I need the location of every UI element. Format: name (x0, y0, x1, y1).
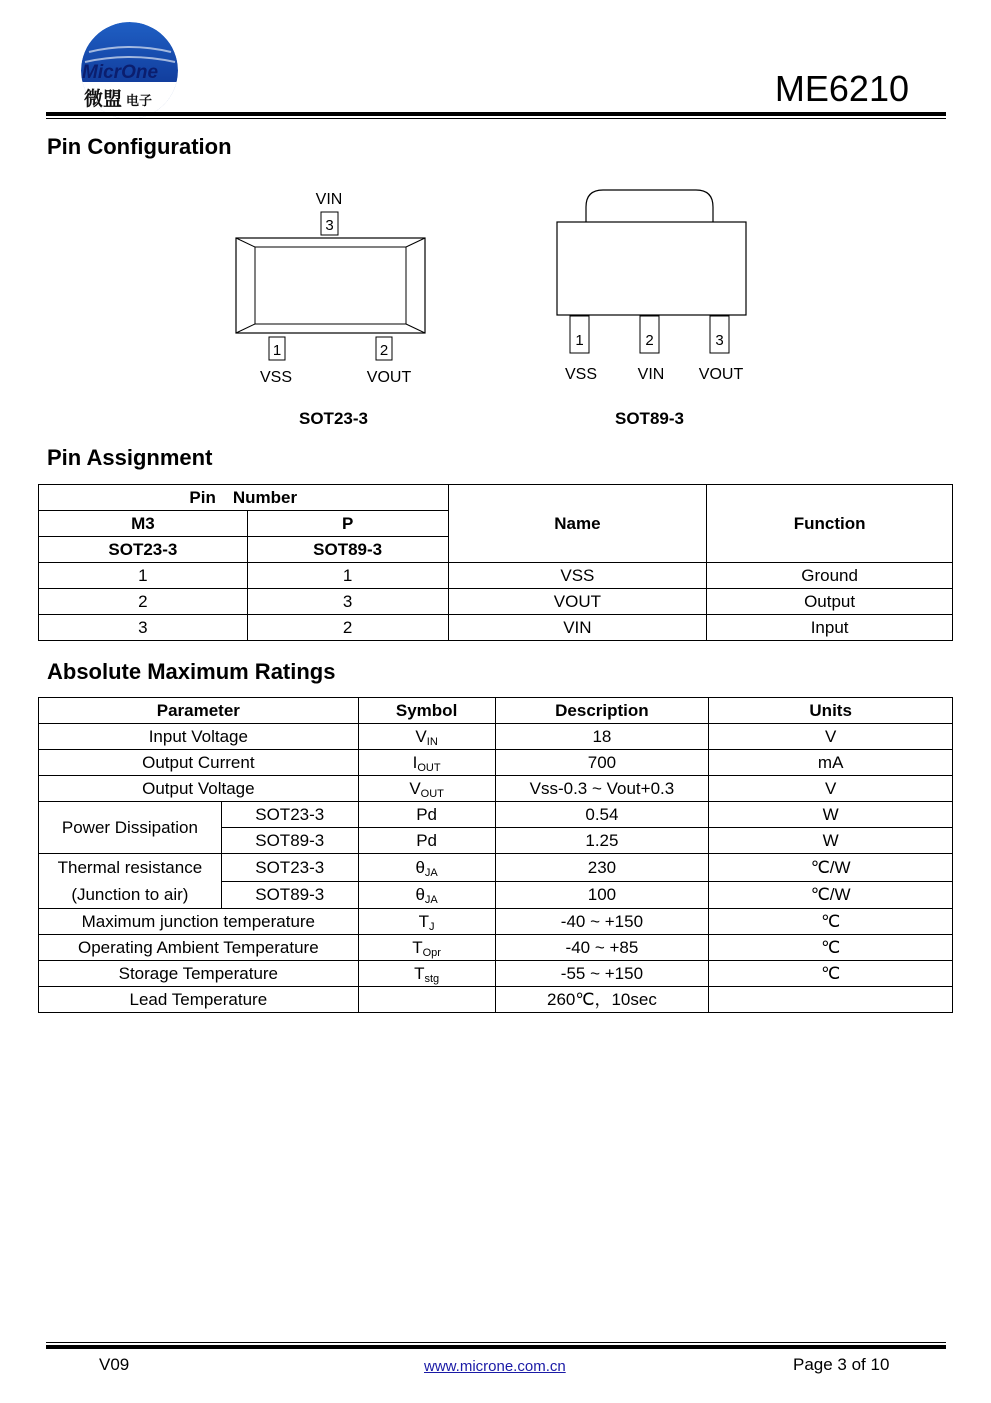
cell-parameter: Storage Temperature (39, 961, 359, 987)
cell-symbol (358, 854, 495, 882)
cell-function: Input (707, 615, 953, 641)
cell-description: 260℃，10sec (495, 987, 709, 1013)
cell-parameter: Maximum junction temperature (39, 909, 359, 935)
cell-description: 18 (495, 724, 709, 750)
header-p: P (247, 511, 448, 537)
cell-parameter: Input Voltage (39, 724, 359, 750)
cell-function: Ground (707, 563, 953, 589)
cell-function: Output (707, 589, 953, 615)
cell-symbol (358, 724, 495, 750)
table-row (39, 615, 953, 641)
cell-sot23: 3 (39, 615, 248, 641)
header-parameter: Parameter (39, 698, 359, 724)
symbol-sub: OUT (420, 788, 444, 800)
cell-package: SOT89-3 (221, 828, 358, 854)
sot23-pin2-name: VOUT (366, 369, 412, 386)
cell-units: mA (709, 750, 953, 776)
table-row (39, 563, 953, 589)
symbol-main: T (414, 964, 425, 983)
logo-wordmark: MicrOne (82, 62, 159, 83)
cell-sot89: 1 (247, 563, 448, 589)
cell-symbol (358, 776, 495, 802)
header-units: Units (709, 698, 953, 724)
sot89-pin2-name: VIN (637, 366, 665, 383)
symbol-sub: IN (426, 736, 438, 748)
sot89-tab (586, 190, 713, 222)
cell-symbol (358, 750, 495, 776)
thermal-line1: Thermal resistance (57, 858, 203, 877)
cell-sot23: 1 (39, 563, 248, 589)
cell-symbol (358, 987, 495, 1013)
table-row (39, 935, 953, 961)
cell-package: SOT23-3 (221, 802, 358, 828)
footer-rule-thin (46, 1342, 946, 1343)
symbol-sub: OUT (417, 762, 441, 774)
sot23-diagram (236, 191, 425, 386)
header-sot89: SOT89-3 (247, 537, 448, 563)
cell-units: ℃/W (709, 881, 953, 909)
header-m3: M3 (39, 511, 248, 537)
symbol-main: I (412, 753, 418, 772)
symbol-sub: J (429, 921, 435, 933)
header-pin-number: Pin Number (39, 485, 449, 511)
cell-description: 1.25 (495, 828, 709, 854)
sot23-pin2-number: 2 (379, 342, 389, 359)
table-row (39, 724, 953, 750)
table-row (39, 698, 953, 724)
cell-units: ℃ (709, 935, 953, 961)
cell-parameter: Operating Ambient Temperature (39, 935, 359, 961)
cell-symbol (358, 881, 495, 909)
symbol-main: θ (415, 885, 425, 905)
cell-units (709, 987, 953, 1013)
cell-units: W (709, 802, 953, 828)
sot23-pin1-number: 1 (272, 342, 282, 359)
cell-units: V (709, 724, 953, 750)
sot23-pin1-name: VSS (259, 369, 293, 386)
symbol-main: T (412, 938, 423, 957)
cell-symbol (358, 961, 495, 987)
cell-parameter: Output Voltage (39, 776, 359, 802)
cell-parameter: Power Dissipation (39, 802, 222, 854)
cell-name: VIN (448, 615, 707, 641)
sot89-diagram (557, 190, 746, 383)
footer-version: V09 (99, 1355, 130, 1374)
table-row (39, 961, 953, 987)
cell-units: ℃ (709, 961, 953, 987)
logo-chinese-small: 电子 (126, 93, 153, 108)
ratings-table (38, 697, 953, 1013)
cell-description: 0.54 (495, 802, 709, 828)
table-row (39, 909, 953, 935)
table-row (39, 854, 953, 882)
footer-link-wrap (424, 1356, 566, 1376)
cell-description: Vss-0.3 ~ Vout+0.3 (495, 776, 709, 802)
table-row (39, 987, 953, 1013)
cell-symbol (358, 909, 495, 935)
symbol-main: V (409, 779, 421, 798)
symbol-main: T (418, 912, 430, 931)
cell-description: -55 ~ +150 (495, 961, 709, 987)
cell-units: ℃ (709, 909, 953, 935)
header-rule-thin (46, 118, 946, 119)
cell-parameter: Lead Temperature (39, 987, 359, 1013)
header-rule-thick (46, 112, 946, 116)
sot89-pin2-number: 2 (645, 332, 654, 349)
cell-description: 230 (495, 854, 709, 882)
sot89-pin3-name: VOUT (698, 366, 744, 383)
header-name: Name (448, 485, 707, 563)
sot23-label: SOT23-3 (299, 409, 368, 428)
cell-name: VOUT (448, 589, 707, 615)
sot89-body (557, 222, 746, 315)
pin-assignment-table (38, 484, 953, 641)
logo-chinese (84, 84, 152, 111)
table-row (39, 589, 953, 615)
table-row (39, 776, 953, 802)
symbol-main: θ (415, 857, 425, 877)
cell-parameter (39, 854, 222, 909)
sot89-pin3-number: 3 (715, 332, 724, 349)
cell-sot23: 2 (39, 589, 248, 615)
symbol-main: V (415, 727, 427, 746)
cell-units: W (709, 828, 953, 854)
footer-page-number: Page 3 of 10 (793, 1355, 890, 1374)
cell-symbol (358, 935, 495, 961)
sot23-body-inner (255, 247, 406, 324)
sot89-label: SOT89-3 (615, 409, 684, 428)
cell-description: -40 ~ +150 (495, 909, 709, 935)
logo-chinese-main: 微盟 (84, 89, 123, 110)
ratings-heading: Absolute Maximum Ratings (47, 659, 336, 684)
header-symbol: Symbol (358, 698, 495, 724)
symbol-sub: JA (424, 894, 438, 907)
cell-symbol: Pd (358, 828, 495, 854)
cell-parameter: Output Current (39, 750, 359, 776)
cell-description: 100 (495, 881, 709, 909)
cell-description: 700 (495, 750, 709, 776)
cell-package: SOT23-3 (221, 854, 358, 882)
table-row (39, 802, 953, 828)
sot23-top-pin-name: VIN (315, 191, 343, 208)
header-description: Description (495, 698, 709, 724)
pin-configuration-heading: Pin Configuration (47, 134, 232, 159)
thermal-line2: (Junction to air) (71, 885, 189, 904)
cell-units: ℃/W (709, 854, 953, 882)
symbol-sub: JA (424, 866, 438, 879)
footer-rule-thick (46, 1345, 946, 1349)
sot89-pin1-number: 1 (575, 332, 584, 349)
footer-url-link[interactable]: www.microne.com.cn (424, 1358, 566, 1375)
sot89-pin1-name: VSS (564, 366, 598, 383)
cell-sot89: 3 (247, 589, 448, 615)
cell-name: VSS (448, 563, 707, 589)
table-row (39, 750, 953, 776)
table-row (39, 485, 953, 511)
header-sot23: SOT23-3 (39, 537, 248, 563)
cell-units: V (709, 776, 953, 802)
symbol-sub: stg (424, 973, 440, 985)
cell-package: SOT89-3 (221, 881, 358, 909)
header-function: Function (707, 485, 953, 563)
document-title: ME6210 (774, 68, 909, 109)
cell-description: -40 ~ +85 (495, 935, 709, 961)
pin-assignment-heading: Pin Assignment (47, 445, 213, 470)
cell-sot89: 2 (247, 615, 448, 641)
pin-diagrams (0, 180, 991, 440)
symbol-sub: Opr (422, 947, 441, 959)
cell-symbol: Pd (358, 802, 495, 828)
sot23-pin3-number: 3 (325, 217, 334, 234)
